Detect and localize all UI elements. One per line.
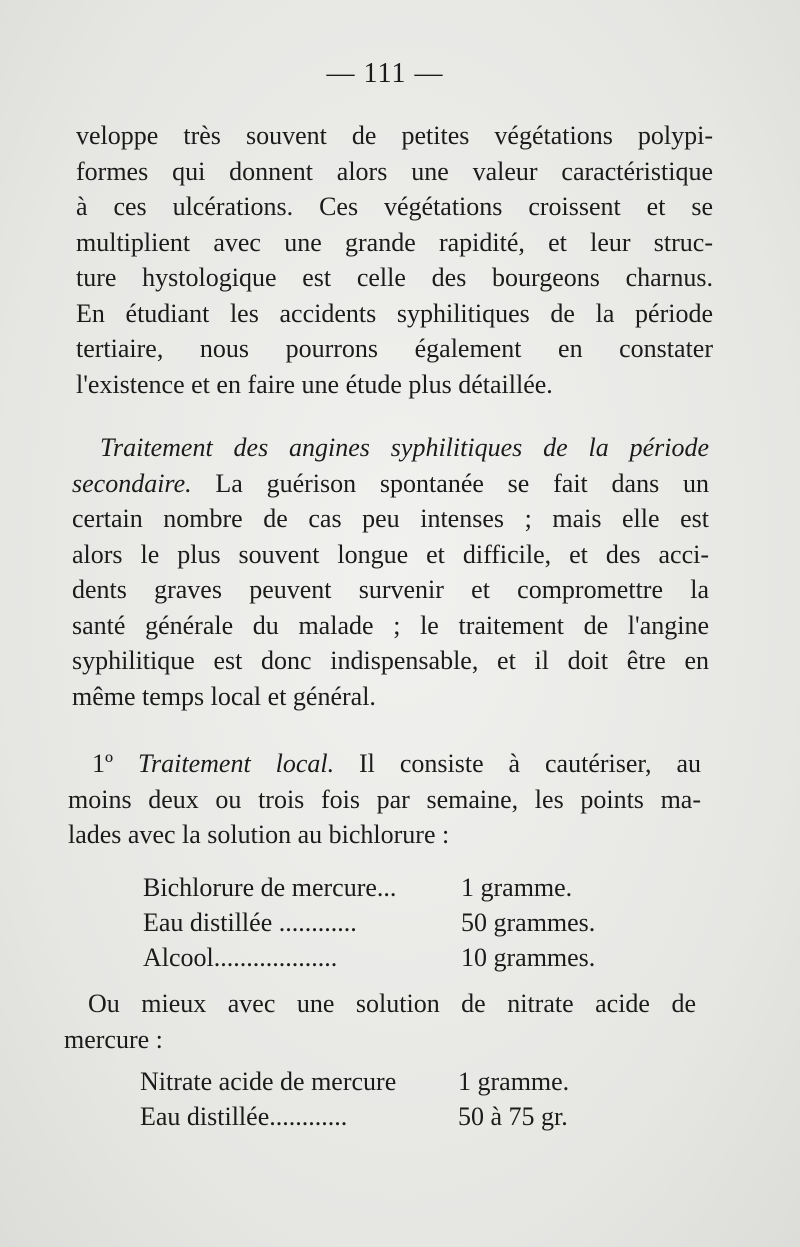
text-line: moins deux ou trois fois par semaine, les points ma-: [68, 784, 701, 814]
text-line: dents graves peuvent survenir et compromettre la: [72, 575, 709, 604]
text-line: [68, 746, 701, 782]
text-line: syphilitique est donc indispensable, et il doit être en: [72, 646, 709, 675]
text-line: lades avec la solution au bichlorure :: [68, 820, 450, 849]
text-line: ture hystologique est celle des bourgeons charnus.: [76, 263, 713, 292]
section-heading: Traitement des angines syphilitiques de la période: [100, 433, 709, 462]
text-line: l'existence et en faire une étude plus détaillée.: [76, 369, 553, 399]
text-line: multiplient avec une grande rapidité, et leur struc-: [76, 227, 713, 257]
formula-ingredient: Alcool...................: [143, 943, 338, 972]
text-line: à ces ulcérations. Ces végétations croissent et se: [76, 192, 713, 221]
formula-row: [140, 1099, 569, 1134]
text-line: alors le plus souvent longue et difficile, et des acci-: [72, 539, 709, 569]
formula-ingredient: Eau distillée............: [140, 1102, 348, 1131]
section-heading: Traitement local.: [138, 749, 335, 778]
text-line: Ou mieux avec une solution de nitrate acide de: [88, 989, 696, 1018]
formula-dose: 50 grammes.: [461, 908, 596, 937]
text-line: En étudiant les accidents syphilitiques de la période: [76, 298, 713, 328]
list-number: 1º: [92, 749, 138, 778]
paragraph-nitrate: [64, 986, 696, 1057]
formula-dose: 1 gramme.: [461, 873, 573, 902]
text-line: même temps local et général.: [72, 681, 376, 711]
formula-ingredient: Nitrate acide de mercure: [140, 1067, 397, 1096]
text-line: veloppe très souvent de petites végétations polypi-: [76, 121, 713, 150]
formula-row: [143, 870, 595, 905]
text-line: santé générale du malade ; le traitement de l'angine: [72, 610, 709, 640]
formula-ingredient: Bichlorure de mercure...: [143, 873, 397, 902]
text-line: mercure :: [64, 1024, 163, 1054]
text-fragment: La guérison spontanée se fait dans un: [191, 468, 709, 498]
paragraph-traitement-angines: [72, 430, 709, 714]
formula-row: [140, 1064, 569, 1099]
text-fragment: Il consiste à cautériser, au: [334, 749, 701, 778]
formula-row: [143, 940, 595, 975]
formula-ingredient: Eau distillée ............: [143, 908, 357, 937]
formula-nitrate: [140, 1064, 569, 1134]
text-line: formes qui donnent alors une valeur caractéristique: [76, 156, 713, 186]
paragraph-vegetations: [76, 118, 713, 402]
formula-dose: 1 gramme.: [458, 1067, 570, 1096]
formula-bichlorure: [143, 870, 595, 975]
page-number: — 111 —: [326, 58, 444, 89]
formula-dose: 50 à 75 gr.: [458, 1102, 568, 1131]
section-heading-end: secondaire.: [72, 468, 192, 498]
formula-dose: 10 grammes.: [461, 943, 596, 972]
text-line: tertiaire, nous pourrons également en constater: [76, 334, 713, 363]
text-line: certain nombre de cas peu intenses ; mais elle est: [72, 504, 709, 533]
formula-row: [143, 905, 595, 940]
paragraph-traitement-local: [68, 746, 701, 853]
text-line: [72, 466, 709, 502]
